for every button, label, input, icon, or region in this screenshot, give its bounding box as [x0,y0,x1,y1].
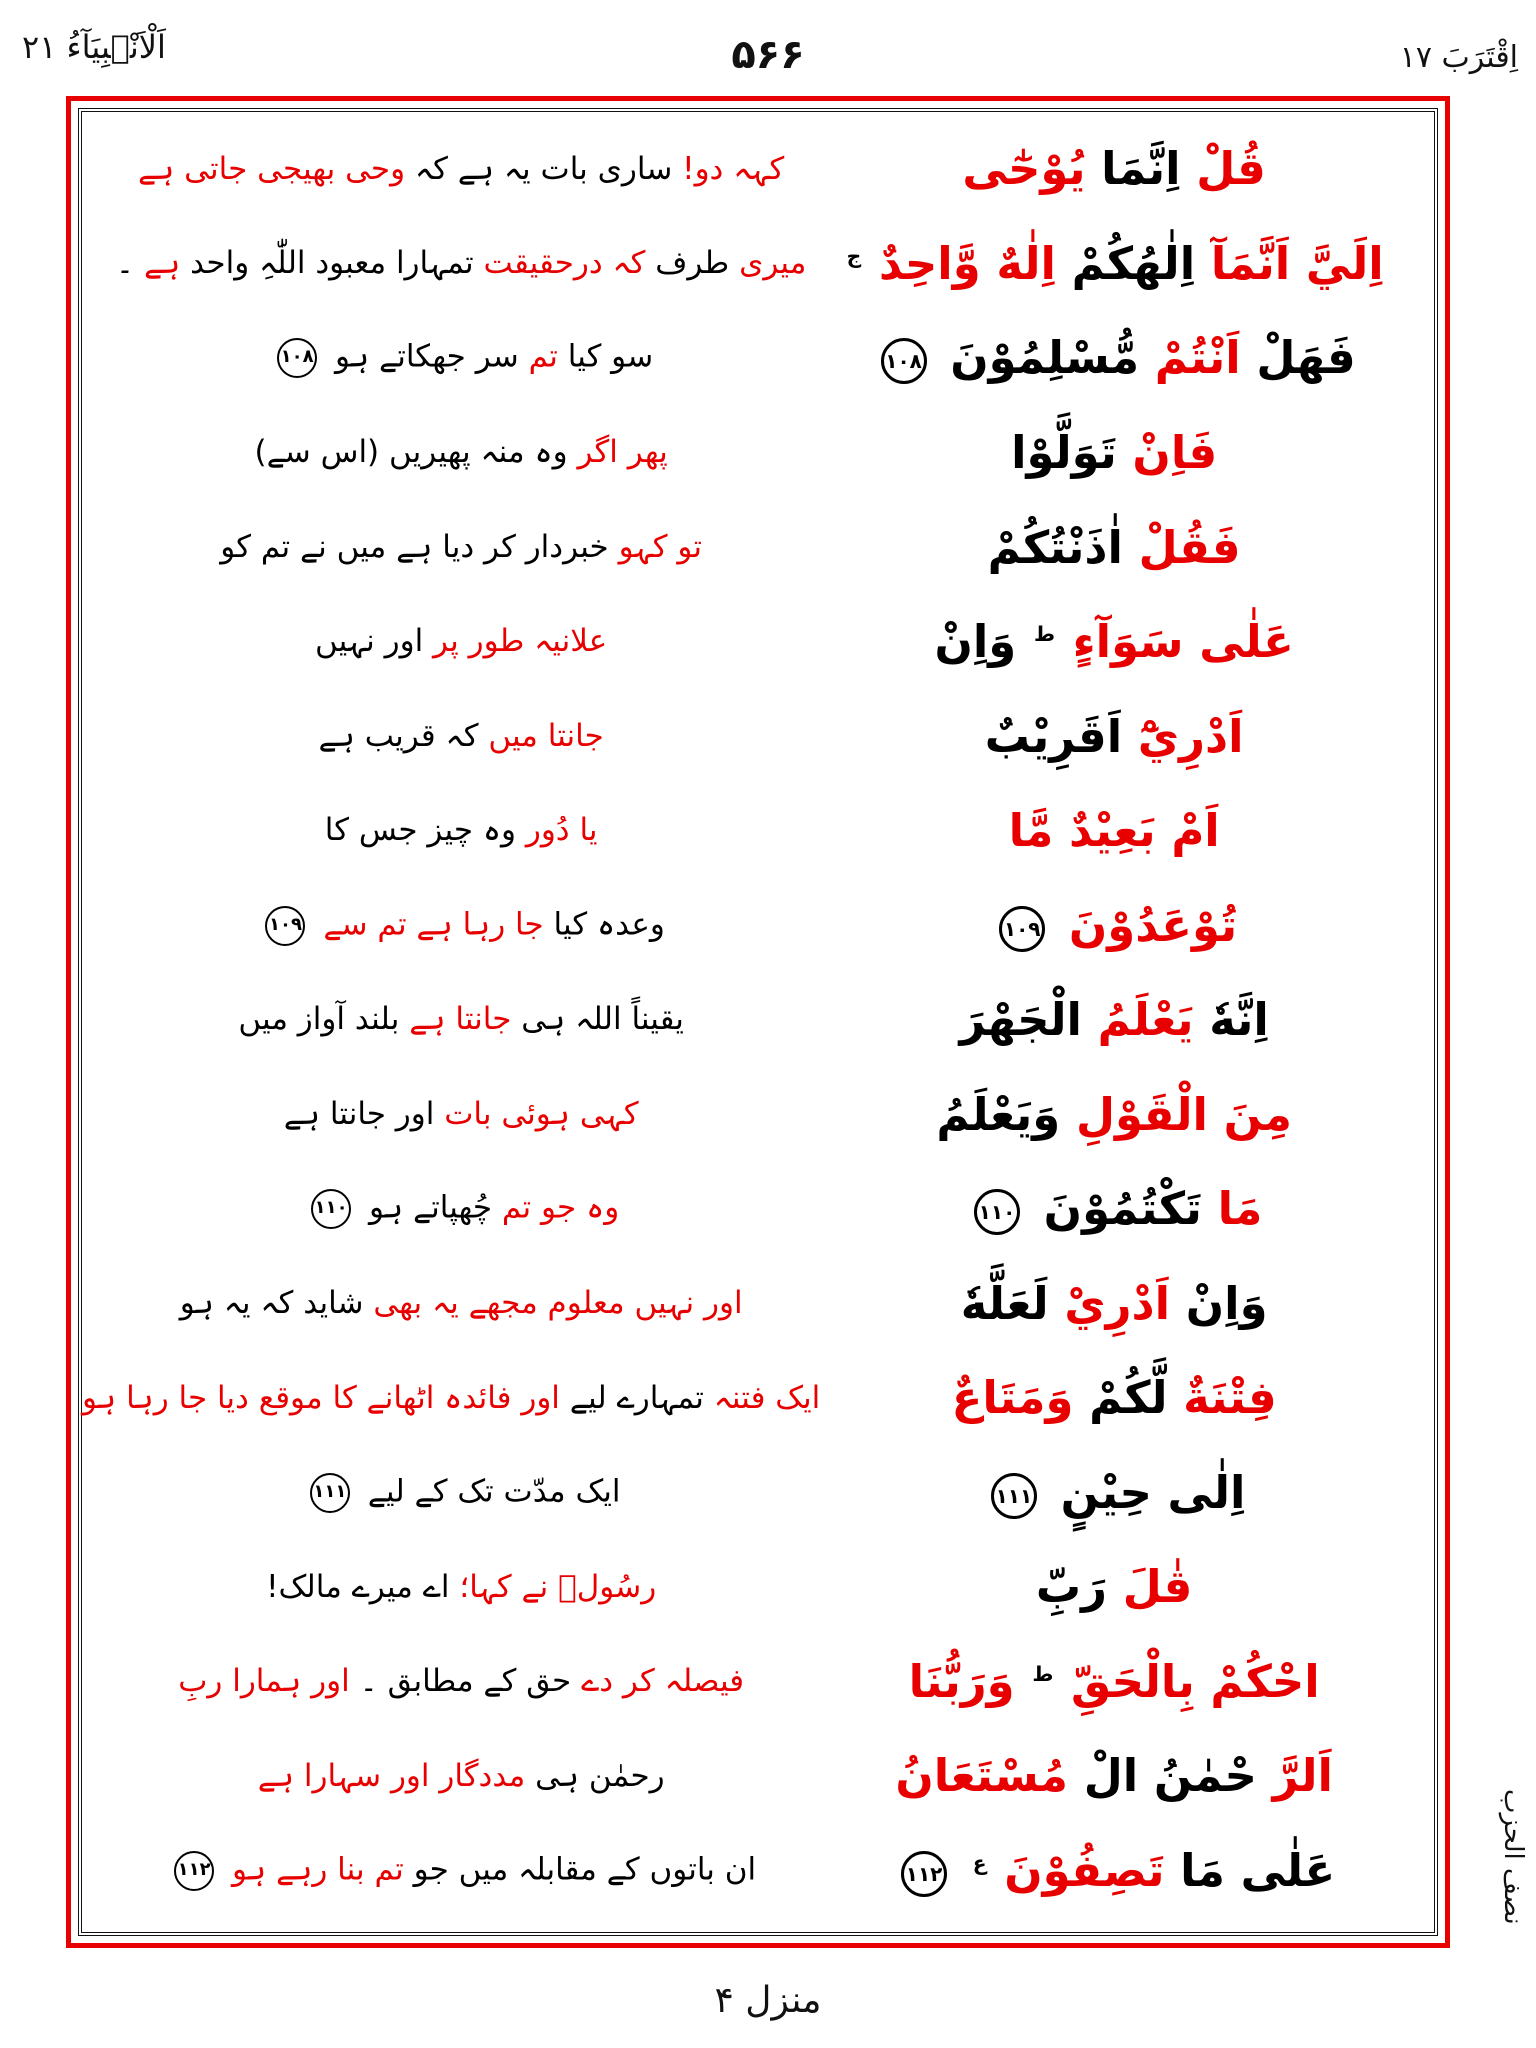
text-segment: میری [739,245,807,282]
hizb-margin-note: نصف الحزب [1498,1789,1528,1925]
text-segment: يُوْحٰٓى [962,142,1086,196]
urdu-translation-line [102,1569,820,1606]
text-segment: جانتا ہے [409,1001,512,1038]
urdu-translation-line [102,1851,820,1891]
text-segment: وَاِنْ [1185,1276,1268,1330]
verse-number-badge: ١١٢ [901,1851,947,1897]
ayah-row [102,878,1408,973]
verse-number-badge: ١١٠ [974,1189,1020,1235]
text-segment: فَقُلْ [1138,520,1241,574]
urdu-translation-line [102,1285,820,1322]
urdu-translation-line [102,906,820,946]
arabic-verse-line [820,1750,1408,1802]
pause-mark: ط [1032,1661,1054,1686]
text-segment: عَلٰى مَا [1180,1843,1336,1897]
ayah-row [102,217,1408,312]
text-segment: اور فائدہ اٹھانے کا موقع دیا جا رہا ہو [82,1379,560,1416]
text-segment: مُّسْلِمُوْنَ [950,331,1140,385]
urdu-translation-line [102,1758,820,1795]
urdu-translation-line [102,1663,820,1700]
text-segment: وہ جو تم [501,1189,620,1226]
arabic-verse-line [820,522,1408,574]
manzil-footer: منزل ۴ [714,1980,822,2021]
text-segment: بلند آواز میں [238,1001,400,1038]
pause-mark: ط [1033,622,1055,647]
text-segment: پھر اگر [577,434,668,471]
text-segment: وعدہ کیا [553,906,665,943]
ayah-row [82,1351,1408,1446]
surah-name-header: اَلْاَنْۢبِيَآءُ ۲۱ [22,28,166,66]
text-segment: وحی بھیجی جاتی ہے [138,150,406,187]
text-segment: تمہارے لیے [569,1379,704,1416]
text-segment: تمہارا معبود اللّٰہِ واحد [190,245,474,282]
ayah-row [102,1729,1408,1824]
text-segment: اَقَرِيْبٌ [984,709,1123,763]
text-segment: رحمٰن ہی [535,1757,665,1794]
text-segment: کہ درحقیقت [483,245,646,282]
text-segment: اِلَيَّ اَنَّمَآ [1210,236,1384,290]
text-segment: الْجَهْرَ [959,993,1082,1047]
arabic-verse-line [820,1561,1408,1613]
text-segment: سر جھکاتے ہو [335,338,519,375]
ayah-row [102,973,1408,1068]
verse-number-badge: ١١٢ [174,1851,214,1891]
text-segment: اَنْتُمْ [1154,331,1241,385]
arabic-verse-line [820,1183,1408,1235]
text-segment: تم بنا رہے ہو [232,1851,404,1888]
text-segment: حق کے مطابق ۔ [359,1663,572,1700]
text-segment: تم [528,338,558,375]
text-segment: تَصِفُوْنَ [1004,1843,1165,1897]
verse-number-badge: ١٠٩ [999,906,1045,952]
text-segment: الْ [1083,1749,1139,1803]
page-header [0,14,1536,92]
text-segment: لَعَلَّهٗ [960,1276,1049,1330]
urdu-translation-line [102,1473,820,1513]
urdu-translation-line [102,151,820,188]
ayah-row [102,595,1408,690]
text-segment: چُھپاتے ہو [368,1189,493,1226]
text-segment: فِتْنَةٌ [1183,1371,1277,1425]
text-segment: ساری بات یہ ہے کہ [414,150,673,187]
text-segment: اَدْرِيْ [1064,1276,1171,1330]
urdu-translation-line [102,812,820,849]
ayah-row [102,1540,1408,1635]
text-segment: اِلٰهٌ وَّاحِدٌ [878,236,1056,290]
ayah-row [102,406,1408,501]
text-segment: قُلْ [1196,142,1266,196]
arabic-verse-line [820,1656,1408,1708]
urdu-translation-line [102,718,820,755]
text-segment: مُسْتَعَانُ [895,1749,1069,1803]
arabic-verse-line [820,1845,1408,1897]
text-segment: اَدْرِيْٓ [1137,709,1244,763]
text-segment: ۔ [115,245,135,282]
text-segment: رَبِّ [1035,1560,1108,1614]
urdu-translation-line [82,1379,821,1417]
arabic-verse-line [820,1467,1408,1519]
urdu-translation-line [102,434,820,471]
verse-rows-container [82,112,1434,1932]
urdu-translation-line [102,1189,820,1229]
arabic-verse-line [820,616,1408,668]
text-segment: اور ہمارا ربِ [178,1663,350,1700]
text-segment: قٰلَ [1122,1560,1193,1614]
ayah-row [102,1445,1408,1540]
text-segment: کہ قریب ہے [318,717,479,754]
text-segment: فیصلہ کر دے [581,1663,745,1700]
text-segment: ان باتوں کے مقابلہ میں جو [413,1851,757,1888]
arabic-verse-line [820,238,1408,290]
arabic-verse-line [820,805,1408,857]
arabic-verse-line [820,1089,1408,1141]
text-segment: اور نہیں [315,623,424,660]
text-segment: وَاِنْ [934,615,1017,669]
text-segment: اِنَّهٗ [1209,993,1269,1047]
text-segment: احْكُمْ بِالْحَقِّ [1071,1654,1320,1708]
juz-name-header: اِقْتَرَبَ ۱۷ [1399,40,1518,75]
text-segment: کہی ہوئی بات [444,1095,639,1132]
verse-number-badge: ١١١ [310,1473,350,1513]
inner-border [78,108,1438,1936]
verse-number-badge: ١٠٨ [277,338,317,378]
text-segment: اِنَّمَا [1101,142,1181,196]
arabic-verse-line [820,143,1408,195]
arabic-verse-line [820,1278,1408,1330]
arabic-verse-line [820,711,1408,763]
text-segment: اَلرَّ [1272,1749,1333,1803]
text-segment: وہ منہ پھیریں (اس سے) [254,434,568,471]
verse-number-badge: ١٠٨ [881,338,927,384]
urdu-translation-line [102,623,820,660]
text-segment: سو کیا [567,338,654,375]
text-segment: اٰذَنْتُكُمْ [987,520,1123,574]
text-segment: تَكْتُمُوْنَ [1043,1182,1202,1236]
ayah-row [102,1162,1408,1257]
urdu-translation-line [102,338,820,378]
urdu-translation-line [102,245,820,282]
text-segment: لَّكُمْ [1089,1371,1168,1425]
ayah-row [102,1824,1408,1919]
arabic-verse-line [820,994,1408,1046]
ayah-row [102,122,1408,217]
text-segment: خبردار کر دیا ہے میں نے تم کو [220,528,609,565]
pause-mark: ع [972,1850,987,1875]
text-segment: وَمَتَاعٌ [951,1371,1074,1425]
verse-number-badge: ١١٠ [311,1189,351,1229]
text-segment: ہے [143,245,181,282]
ayah-row [102,1256,1408,1351]
verse-number-badge: ١٠٩ [265,906,305,946]
text-segment: رسُولؐ نے کہا؛ [459,1568,657,1605]
ayah-row [102,1067,1408,1162]
text-segment: اِلٰى حِيْنٍ [1060,1465,1246,1519]
text-segment: یا دُور [525,812,598,849]
page-number: ۵۶۶ [731,32,805,78]
text-segment: جانتا میں [488,717,604,754]
text-segment: فَاِنْ [1132,425,1218,479]
text-segment: ایک مدّت تک کے لیے [367,1473,621,1510]
text-segment: طرف [655,245,730,282]
text-segment: کہہ دو! [682,150,785,187]
text-segment: وَرَبُّنَا [908,1654,1015,1708]
ayah-row [102,1635,1408,1730]
ayah-row [102,784,1408,879]
ayah-row [102,689,1408,784]
urdu-translation-line [102,1096,820,1133]
arabic-verse-line [820,1372,1408,1424]
urdu-translation-line [102,1001,820,1038]
text-segment: مَا [1217,1182,1263,1236]
text-segment: تو کہو [618,528,703,565]
arabic-verse-line [820,427,1408,479]
ayah-row [102,311,1408,406]
text-segment: اور جانتا ہے [283,1095,435,1132]
ayah-row [102,500,1408,595]
text-segment: حْمٰنُ [1153,1749,1257,1803]
text-segment: وہ چیز جس کا [324,812,516,849]
text-segment: اَمْ بَعِيْدٌ مَّا [1008,804,1220,858]
verse-number-badge: ١١١ [991,1473,1037,1519]
text-segment: فَهَلْ [1256,331,1356,385]
text-segment: عَلٰى سَوَآءٍ [1072,615,1294,669]
urdu-translation-line [102,529,820,566]
text-segment: مددگار اور سہارا ہے [257,1757,526,1794]
text-segment: ایک فتنہ [713,1379,821,1416]
arabic-verse-line [820,900,1408,952]
text-segment: یقیناً اللہ ہی [521,1001,684,1038]
text-segment: مِنَ الْقَوْلِ [1075,1087,1292,1141]
text-segment: تُوْعَدُوْنَ [1068,898,1238,952]
text-segment: شاید کہ یہ ہو [179,1285,364,1322]
page-border-frame [66,96,1450,1948]
text-segment: يَعْلَمُ [1097,993,1194,1047]
text-segment: جا رہا ہے تم سے [323,906,544,943]
arabic-verse-line [820,332,1408,384]
text-segment: تَوَلَّوْا [1011,425,1117,479]
text-segment: علانیہ طور پر [433,623,608,660]
text-segment: اِلٰهُكُمْ [1071,236,1196,290]
pause-mark: ج [846,243,862,268]
text-segment: اے میرے مالک! [266,1568,450,1605]
text-segment: وَيَعْلَمُ [936,1087,1061,1141]
text-segment: اور نہیں معلوم مجھے یہ بھی [373,1285,743,1322]
